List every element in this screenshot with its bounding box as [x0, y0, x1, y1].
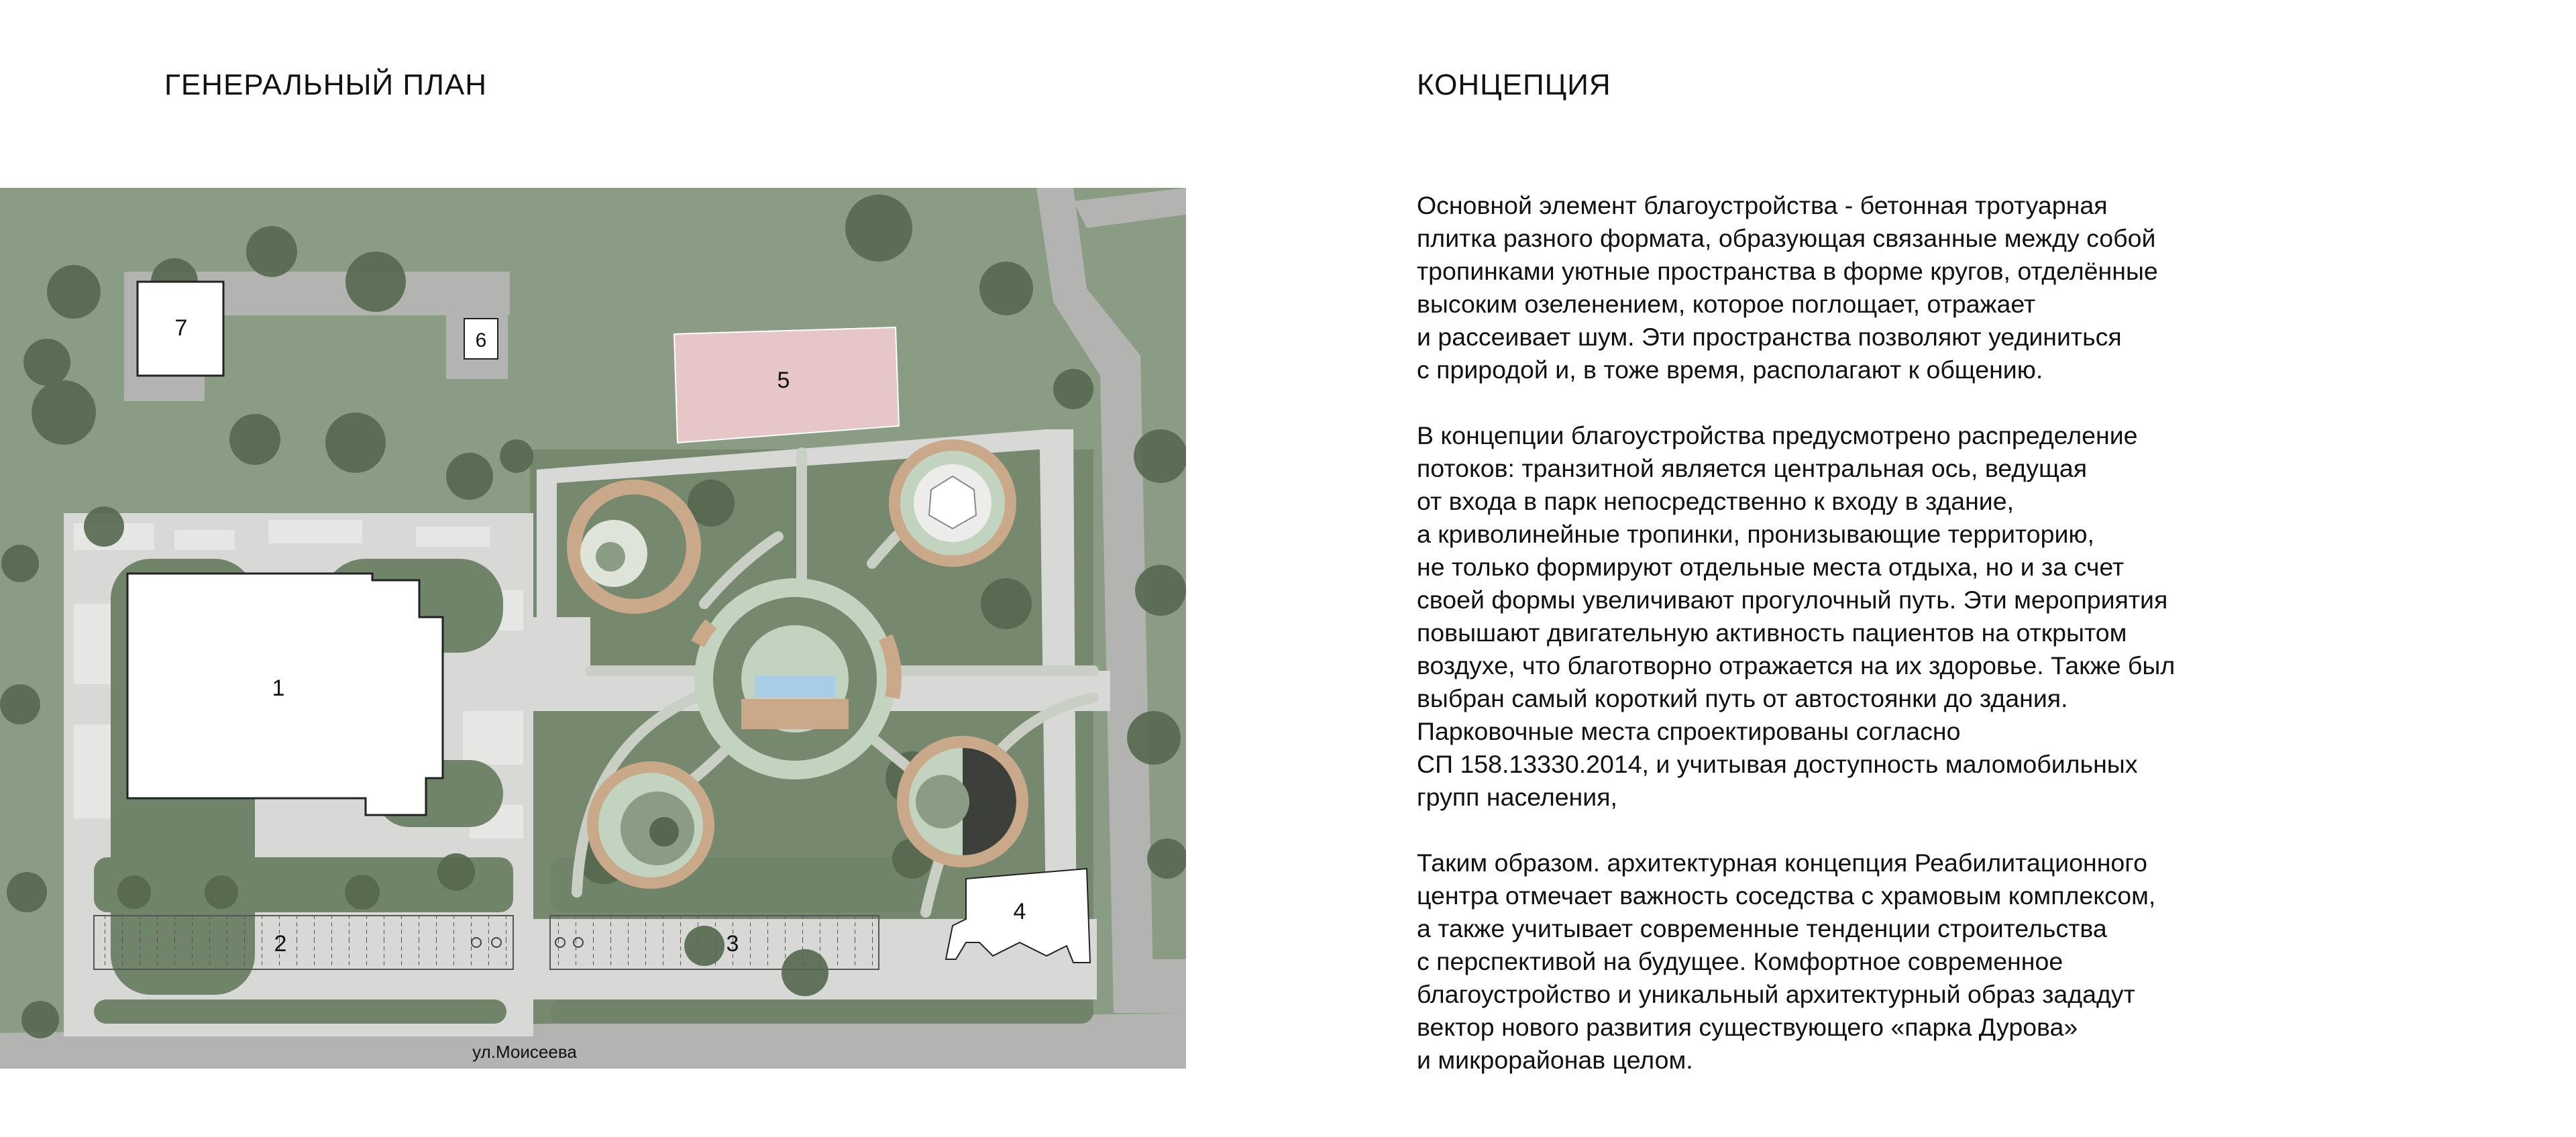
- text-line: тропинками уютные пространства в форме кругов, отделённые: [1417, 257, 2158, 285]
- circle-plaza-nw: [567, 480, 701, 614]
- parking-2-label: 2: [274, 931, 287, 957]
- text-line: плитка разного формата, образующая связанные между собой: [1417, 224, 2156, 252]
- text-line: с природой и, в тоже время, располагают к общению.: [1417, 356, 2043, 384]
- zone-5-label: 5: [777, 368, 790, 393]
- text-line: высоким озеленением, которое поглощает, отражает: [1417, 290, 2036, 318]
- text-line: выбран самый короткий путь от автостоянки до здания.: [1417, 684, 2068, 712]
- text-line: повышают двигательную активность пациентов на открытом: [1417, 618, 2127, 647]
- circle-plaza-se: [897, 736, 1028, 867]
- text-line: потоков: транзитной является центральная ось, ведущая: [1417, 454, 2088, 482]
- text-line: с перспективой на будущее. Комфортное современное: [1417, 947, 2063, 975]
- concept-paragraph-1: [1417, 189, 2289, 386]
- building-1-label: 1: [272, 675, 285, 701]
- text-line: благоустройство и уникальный архитектурный образ зададут: [1417, 980, 2135, 1008]
- building-1: [127, 574, 443, 815]
- parking-stalls-2: [94, 916, 513, 969]
- text-line: а также учитывает современные тенденции строительства: [1417, 914, 2107, 942]
- concept-paragraph-3: [1417, 847, 2289, 1077]
- text-line: СП 158.13330.2014, и учитывая доступность маломобильных: [1417, 750, 2138, 778]
- building-4-label: 4: [1013, 899, 1026, 924]
- circle-plaza-ne: [889, 439, 1016, 567]
- text-line: и рассеивает шум. Эти пространства позволяют уединиться: [1417, 323, 2122, 351]
- plan-heading: ГЕНЕРАЛЬНЫЙ ПЛАН: [164, 68, 487, 101]
- text-line: Таким образом. архитектурная концепция Реабилитационного: [1417, 849, 2147, 877]
- text-line: не только формируют отдельные места отдыха, но и за счет: [1417, 553, 2125, 581]
- site-plan: [0, 188, 1186, 1069]
- text-line: и микрорайонав целом.: [1417, 1046, 1693, 1074]
- text-line: своей формы увеличивают прогулочный путь. Эти мероприятия: [1417, 586, 2168, 614]
- text-line: а криволинейные тропинки, пронизывающие территорию,: [1417, 520, 2094, 548]
- building-6-label: 6: [475, 329, 487, 351]
- concept-heading: КОНЦЕПЦИЯ: [1417, 68, 1611, 101]
- text-line: воздухе, что благотворно отражается на их здоровье. Также был: [1417, 651, 2176, 680]
- building-7-label: 7: [174, 315, 188, 341]
- text-line: центра отмечает важность соседства с храмовым комплексом,: [1417, 881, 2156, 910]
- text-line: вектор нового развития существующего «парка Дурова»: [1417, 1013, 2078, 1041]
- text-line: Парковочные места спроектированы согласно: [1417, 717, 1961, 745]
- text-line: В концепции благоустройства предусмотрено распределение: [1417, 421, 2138, 449]
- text-line: Основной элемент благоустройства - бетонная тротуарная: [1417, 191, 2108, 219]
- circle-plaza-sw: [587, 761, 714, 889]
- concept-paragraph-2: [1417, 419, 2289, 814]
- text-line: групп населения,: [1417, 783, 1617, 811]
- parking-3-label: 3: [726, 931, 739, 957]
- concept-text: [1417, 189, 2289, 1109]
- circle-plaza-central: [694, 578, 896, 779]
- street-label: ул.Моисеева: [472, 1042, 577, 1062]
- text-line: от входа в парк непосредственно к входу в здание,: [1417, 487, 2015, 515]
